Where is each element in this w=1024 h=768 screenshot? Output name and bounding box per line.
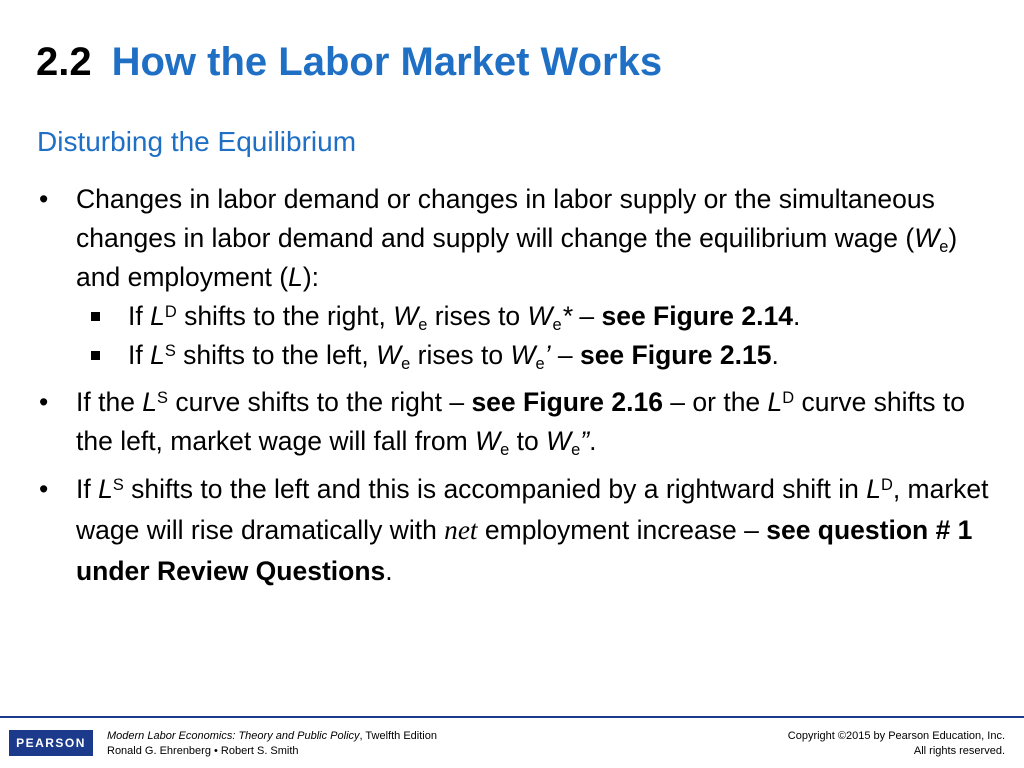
book-authors: Ronald G. Ehrenberg • Robert S. Smith	[107, 745, 299, 757]
bullet-item: • If $L^S$ shifts to the left and this is accompanied by a rightward shift in $L^D$, market wage will rise dramatically with net employment increase – see question # 1 under Review Questions.	[37, 469, 997, 592]
slide-subtitle: Disturbing the Equilibrium	[37, 126, 357, 157]
book-title: Modern Labor Economics: Theory and Public Policy	[107, 730, 360, 742]
pearson-logo: PEARSON	[9, 730, 93, 756]
bullet-list	[37, 180, 997, 592]
book-edition: , Twelfth Edition	[359, 730, 437, 742]
question-reference: see question # 1 under Review Questions	[76, 515, 973, 586]
bullet-item: • If the $L^S$ curve shifts to the right – see Figure 2.16 – or the $L^D$ curve shifts to the left, market wage will fall from $W_e$ to $W_e$”.	[37, 383, 997, 461]
slide-title	[36, 36, 662, 88]
title-text: How the Labor Market Works	[111, 40, 663, 84]
square-bullet-icon	[91, 351, 100, 360]
bullet-marker: •	[39, 184, 49, 214]
sub-bullet-item: If $L^D$ shifts to the right, $W_e$ rises to $W_e*$ – see Figure 2.14.	[37, 297, 997, 336]
figure-reference: see Figure 2.15	[579, 340, 772, 370]
figure-reference: see Figure 2.14	[601, 301, 793, 331]
section-number: 2.2	[36, 40, 92, 84]
bullet-marker: •	[39, 387, 49, 417]
copyright-notice	[788, 729, 1005, 759]
rights-text: All rights reserved.	[913, 745, 1005, 757]
footer-divider	[0, 716, 1024, 718]
bullet-marker: •	[39, 474, 49, 504]
bullet-item: • Changes in labor demand or changes in labor supply or the simultaneous changes in labor demand and supply will change the equilibrium wage $(W_e)$ and employment (L):	[37, 180, 997, 297]
square-bullet-icon	[91, 312, 100, 321]
book-citation	[107, 729, 437, 759]
sub-bullet-item: If $L^S$ shifts to the left, $W_e$ rises to $W_e$’ – see Figure 2.15.	[37, 336, 997, 375]
figure-reference: see Figure 2.16	[471, 387, 663, 417]
copyright-text: Copyright ©2015 by Pearson Education, Inc.	[787, 730, 1005, 742]
